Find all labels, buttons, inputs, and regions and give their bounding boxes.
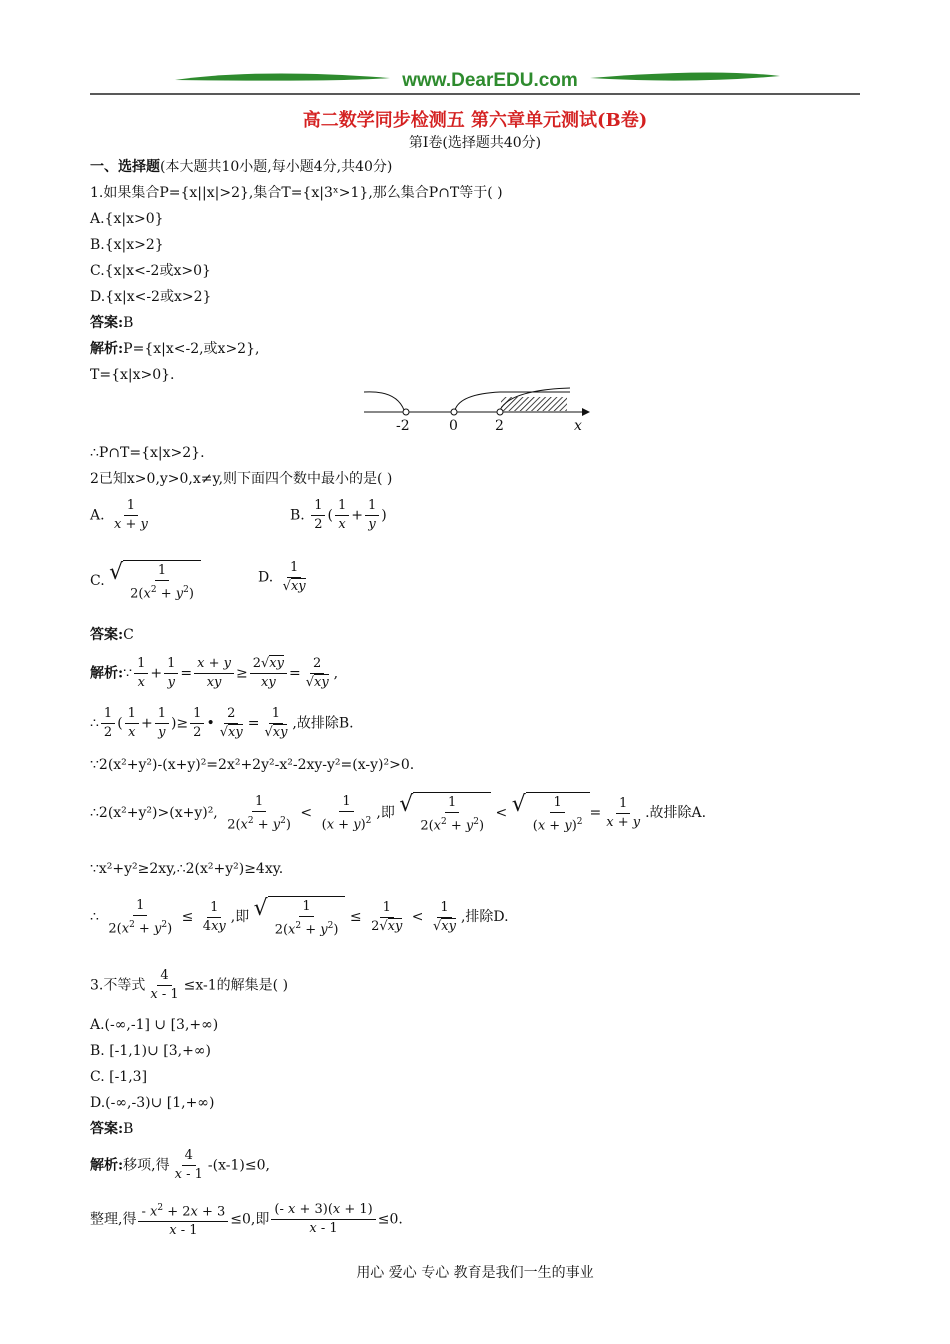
q1-option-d: D.{x|x<-2或x>2} xyxy=(90,289,212,305)
option-a-fraction: $\frac{1}{x + y}$ xyxy=(114,498,148,532)
region-left xyxy=(364,392,404,410)
analysis-label: 解析: xyxy=(90,665,124,682)
q2-analysis-5: ∵x²+y²≥2xy,∴2(x²+y²)≥4xy. xyxy=(90,861,284,877)
number-line-figure xyxy=(360,384,600,436)
answer-label: 答案: xyxy=(90,1121,124,1137)
q3-option-c: C. [-1,3] xyxy=(90,1069,148,1085)
q1-analysis-2: T={x|x>0}. xyxy=(90,367,175,383)
q3-option-d: D.(-∞,-3)∪ [1,+∞) xyxy=(90,1095,215,1111)
q1-option-a: A.{x|x>0} xyxy=(90,211,164,227)
page-title: 高二数学同步检测五 第六章单元测试(B卷) xyxy=(302,110,648,131)
analysis-label: 解析: xyxy=(90,341,124,357)
q3-stem-head: 3.不等式 xyxy=(90,977,146,994)
s6-head: ∴ xyxy=(90,909,99,926)
section-desc: (本大题共10小题,每小题4分,共40分) xyxy=(160,159,393,175)
section-heading xyxy=(90,158,392,176)
option-d-label: D. xyxy=(258,569,274,586)
q2-analysis-6: ∴ $\frac{1}{2(x^2 + y^2)}$ ≤ $\frac{1}{4xy}$ ,即 √ $\frac{1}{2(x^2 + y^2)}$ ≤ $\frac{1}{2√xy}$ < $\frac{1}{√xy}$ ,排除D. xyxy=(90,896,509,938)
axis-label-x: x xyxy=(574,418,582,434)
q2-option-a xyxy=(90,498,153,533)
answer-label: 答案: xyxy=(90,315,124,331)
q1-answer xyxy=(90,314,133,332)
answer-value: B xyxy=(123,315,134,331)
site-logo-text: www.DearEDU.com xyxy=(402,70,578,91)
q3-stem: 3.不等式 $\frac{4}{x - 1}$ ≤x-1的解集是( ) xyxy=(90,968,289,1002)
analysis-label: 解析: xyxy=(90,1157,124,1174)
s4-mid: ,即 xyxy=(376,805,395,822)
q2-answer xyxy=(90,626,134,644)
s6-mid: ,即 xyxy=(230,909,250,926)
option-b-label: B. xyxy=(290,507,305,524)
a2-tail: ≤0. xyxy=(377,1211,403,1228)
page-subtitle: 第Ⅰ卷(选择题共40分) xyxy=(408,135,542,151)
option-c-label: C. xyxy=(90,573,105,590)
q2-option-c: C. √ $\frac{1}{2(x^2 + y^2)}$ xyxy=(90,560,201,602)
a1-tail: -(x-1)≤0, xyxy=(207,1157,270,1174)
tick-label-neg2: -2 xyxy=(396,418,410,434)
axis-arrow xyxy=(582,408,590,416)
q1-analysis-1 xyxy=(90,340,259,358)
s2-tail: ,故排除B. xyxy=(292,715,354,732)
q3-answer xyxy=(90,1120,133,1138)
q1-option-b: B.{x|x>2} xyxy=(90,237,164,253)
intersection-shade xyxy=(501,397,567,411)
q2-analysis-4: ∴2(x²+y²)>(x+y)², $\frac{1}{2(x^2 + y^2)}$ < $\frac{1}{(x + y)^2}$ ,即 √ $\frac{1}{2(x^2 + y^2)}$ < √ $\frac{1}{(x + y)^2}$ = $\frac{1}{x + y}$ .故排除A. xyxy=(90,792,707,834)
q2-analysis-2: ∴ $\frac{1}{2}$ ( $\frac{1}{x}$ + $\frac{1}{y}$ )≥ $\frac{1}{2}$ • $\frac{2}{√xy}$ = $\frac{1}{√xy}$ ,故排除B. xyxy=(90,706,354,740)
page-footer: 用心 爱心 专心 教育是我们一生的事业 xyxy=(356,1265,594,1281)
answer-label: 答案: xyxy=(90,627,124,643)
option-a-label: A. xyxy=(90,507,105,524)
s1-tail: , xyxy=(333,665,339,682)
q3-stem-tail: ≤x-1的解集是( ) xyxy=(183,977,289,994)
q1-option-c: C.{x|x<-2或x>0} xyxy=(90,263,211,279)
tick-label-0: 0 xyxy=(449,418,458,434)
q3-option-a: A.(-∞,-1] ∪ [3,+∞) xyxy=(90,1017,219,1033)
answer-value: C xyxy=(123,627,134,643)
open-point-2 xyxy=(497,409,503,415)
q3-analysis-1: 解析:移项,得 $\frac{4}{x - 1}$ -(x-1)≤0, xyxy=(90,1148,270,1182)
q2-analysis-1: 解析:∵ $\frac{1}{x}$ + $\frac{1}{y}$ = $\frac{x + y}{xy}$ ≥ $\frac{2√xy}{xy}$ = $\frac{2}{√xy}$ , xyxy=(90,656,339,690)
s4-head: ∴2(x²+y²)>(x+y)², xyxy=(90,805,218,822)
q3-analysis-2: 整理,得 $\frac{- x^2 + 2x + 3}{x - 1}$ ≤0,即 $\frac{(- x + 3)(x + 1)}{x - 1}$ ≤0. xyxy=(90,1200,403,1239)
q1-conclusion: ∴P∩T={x|x>2}. xyxy=(90,445,205,461)
q2-option-b: B. $\frac{1}{2}$ ( $\frac{1}{x}$ + $\frac{1}{y}$ ) xyxy=(290,498,387,532)
q1-stem: 1.如果集合P={x||x|>2},集合T={x|3ˣ>1},那么集合P∩T等于( ) xyxy=(90,185,503,201)
tick-label-2: 2 xyxy=(495,418,504,434)
open-point-0 xyxy=(451,409,457,415)
header-banner xyxy=(90,66,860,98)
q2-option-d: D. $\frac{1}{√xy}$ xyxy=(258,560,306,594)
a2-head: 整理,得 xyxy=(90,1211,137,1228)
q2-analysis-3: ∵2(x²+y²)-(x+y)²=2x²+2y²-x²-2xy-y²=(x-y)²>0. xyxy=(90,757,415,773)
analysis-text: P={x|x<-2,或x>2}, xyxy=(123,341,260,357)
section-label: 一、选择题 xyxy=(90,159,160,175)
s4-tail: .故排除A. xyxy=(645,805,707,822)
open-point-neg2 xyxy=(403,409,409,415)
q2-stem: 2已知x>0,y>0,x≠y,则下面四个数中最小的是( ) xyxy=(90,471,393,487)
a2-mid: ≤0,即 xyxy=(230,1211,270,1228)
q3-option-b: B. [-1,1)∪ [3,+∞) xyxy=(90,1043,211,1059)
s6-tail: ,排除D. xyxy=(460,909,509,926)
a1-head: 移项,得 xyxy=(123,1157,170,1174)
answer-value: B xyxy=(123,1121,134,1137)
